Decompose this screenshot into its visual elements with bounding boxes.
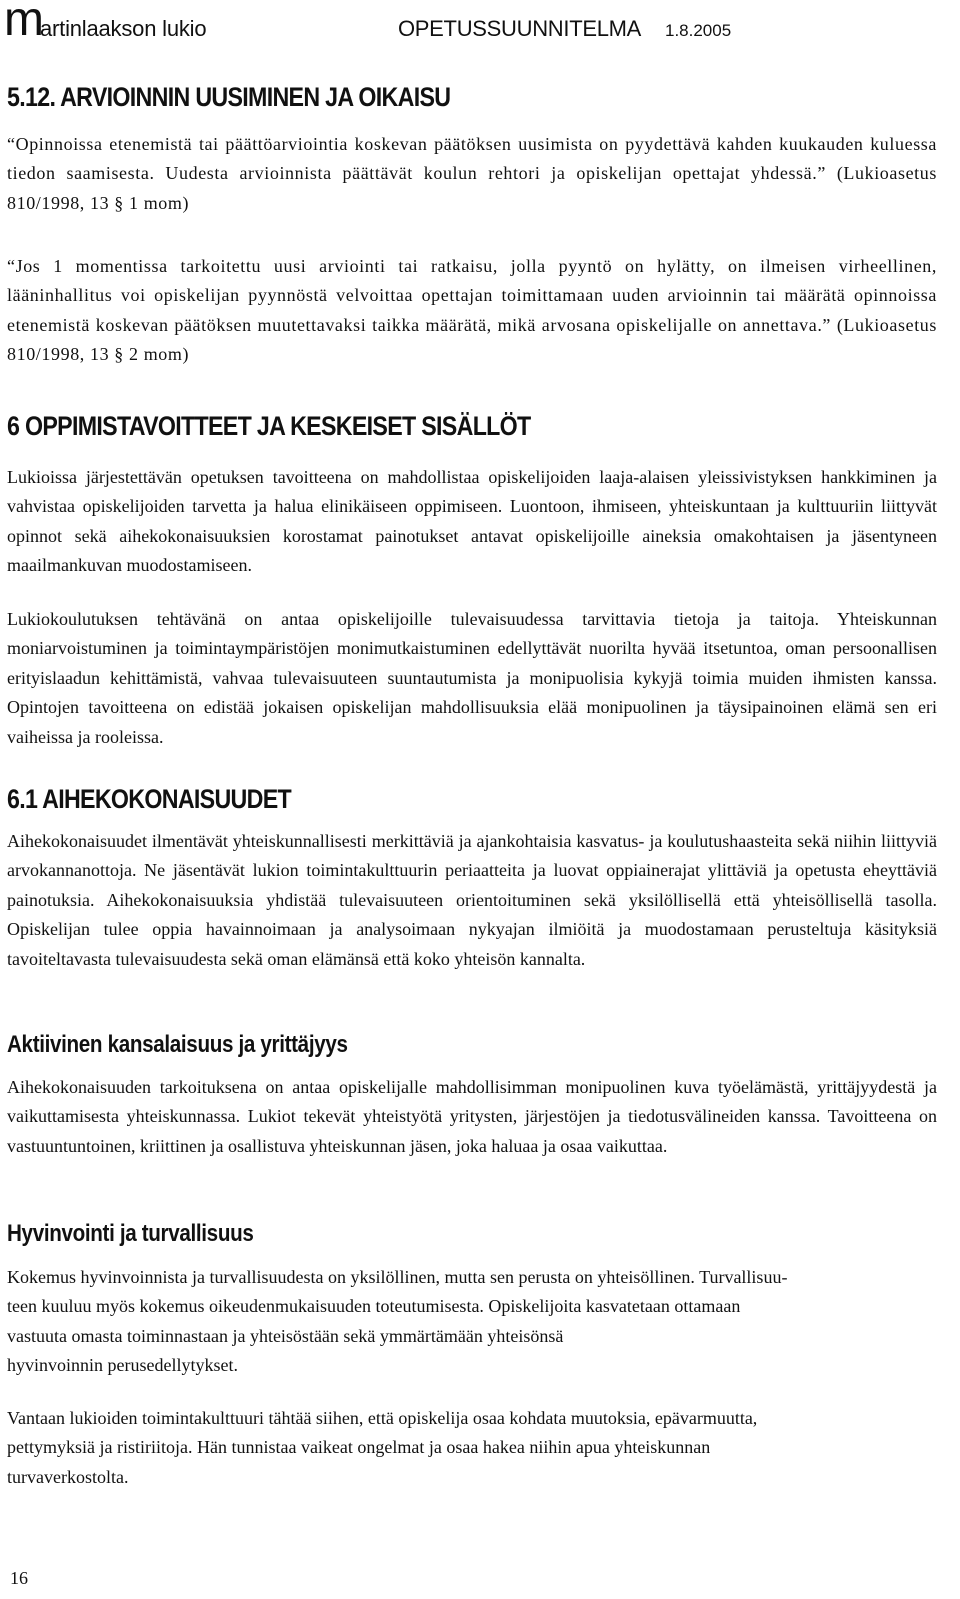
document-date: 1.8.2005 [665,21,732,40]
subsection-heading-wellbeing: Hyvinvointi ja turvallisuus [7,1220,254,1247]
active-citizenship-paragraph: Aihekokonaisuuden tarkoituksena on antaa opiskelijalle mahdollisimman monipuolinen kuva työelämästä, yrittäjyydestä ja vaikuttamisesta yhteiskunnassa. Lukiot tekevät yhteistyötä yritysten, järjestöjen ja tiedotusvälineiden kanssa. Tavoitteena on vastuuntuntoinen, kriittinen ja osallistuva yhteiskunnan jäsen, joka haluaa ja osaa vaikuttaa. [7,1077,937,1156]
wellbeing-paragraph-1 [7,1263,937,1381]
text-line: vastuuta omasta toiminnastaan ja yhteisöstään sekä ymmärtämään yhteisönsä [7,1325,564,1346]
subsection-heading-active-citizenship: Aktiivinen kansalaisuus ja yrittäjyys [7,1031,348,1058]
text-line: turvaverkostolta. [7,1466,129,1487]
text-line: hyvinvoinnin perusedellytykset. [7,1355,238,1376]
page-number: 16 [10,1568,28,1588]
text-line: pettymyksiä ja ristiriitoja. Hän tunnistaa vaikeat ongelmat ja osaa hakea niihin apua yhteiskunnan [7,1437,711,1458]
wellbeing-paragraph-2 [7,1404,937,1492]
section-6-paragraph-2: Lukiokoulutuksen tehtävänä on antaa opiskelijoille tulevaisuudessa tarvittavia tietoja ja taitoja. Yhteiskunnan moniarvoistuminen ja toimintaympäristöjen monimutkaistuminen edellyttävät nuorilta hyvää itsetuntoa, oman persoonallisen erityislaadun kehittämistä, vahvaa tulevaisuuteen suuntautumista ja monipuolisia kykyjä toimia muiden ihmisten kanssa. Opintojen tavoitteena on edistää jokaisen opiskelijan mahdollisuuksia elää monipuolinen ja täysipainoinen elämä sen eri vaiheissa ja rooleissa. [7,609,937,747]
document-title: OPETUSSUUNNITELMA [398,16,642,41]
text-line: Kokemus hyvinvoinnista ja turvallisuudesta on yksilöllinen, mutta sen perusta on yhteisöllinen. Turvallisuu- [7,1267,788,1287]
legal-quote-2: “Jos 1 momentissa tarkoitettu uusi arviointi tai ratkaisu, jolla pyyntö on hylätty, on ilmeisen virheellinen, lääninhallitus voi opiskelijan pyynnöstä velvoittaa opettajan toimittamaan uuden arvioinnin tai määrätä opinnoissa etenemistä koskevan päätöksen muutettavaksi taikka määrätä, mikä arvosana opiskelijalle on annettava.” (Lukioasetus 810/1998, 13 § 2 mom) [7,256,937,365]
text-line: teen kuuluu myös kokemus oikeudenmukaisuuden toteutumisesta. Opiskelijoita kasvatetaan ottamaan [7,1296,741,1317]
section-heading-6-1: 6.1 AIHEKOKONAISUUDET [7,784,292,814]
section-6-1-paragraph: Aihekokonaisuudet ilmentävät yhteiskunnallisesti merkittäviä ja ajankohtaisia kasvatus- ja koulutushaasteita sekä niihin liittyviä arvokannanottoja. Ne jäsentävät lukion toimintakulttuurin periaatteita ja luovat oppiainerajat ylittäviä ja opetusta eheyttäviä painotuksia. Aihekokonaisuuksia yhdistää tulevaisuuteen orientoituminen sekä yksilöllisellä että yhteisöllisellä tasolla. Opiskelijan tulee oppia havainnoimaan ja analysoimaan nykyajan ilmiöitä ja muodostamaan perusteltuja käsityksiä tavoiteltavasta tulevaisuudesta sekä oman elämänsä että koko yhteisön kannalta. [7,831,937,969]
legal-quote-1: “Opinnoissa etenemistä tai päättöarviointia koskevan päätöksen uusimista on pyydettävä kahden kuukauden kuluessa tiedon saamisesta. Uudesta arvioinnista päättävät koulun rehtori ja opiskelijan opettajat yhdessä.” (Lukioasetus 810/1998, 13 § 1 mom) [7,134,937,213]
school-name: artinlaakson lukio [40,16,207,41]
school-logo-initial: m [4,0,44,46]
section-6-paragraph-1: Lukioissa järjestettävän opetuksen tavoitteena on mahdollistaa opiskelijoiden laaja-alaisen yleissivistyksen hankkiminen ja vahvistaa opiskelijoiden tarvetta ja halua elinikäiseen oppimiseen. Luontoon, ihmiseen, yhteiskuntaan ja kulttuuriin liittyvät opinnot sekä aihekokonaisuuksien korostamat painotukset antavat opiskelijoille aineksia omakohtaisen ja jäsentyneen maailmankuvan muodostamiseen. [7,467,937,576]
text-line: Vantaan lukioiden toimintakulttuuri tähtää siihen, että opiskelija osaa kohdata muutoksia, epävarmuutta, [7,1408,758,1428]
section-heading-6: 6 OPPIMISTAVOITTEET JA KESKEISET SISÄLLÖT [7,411,531,441]
section-heading-5-12: 5.12. ARVIOINNIN UUSIMINEN JA OIKAISU [7,82,451,112]
